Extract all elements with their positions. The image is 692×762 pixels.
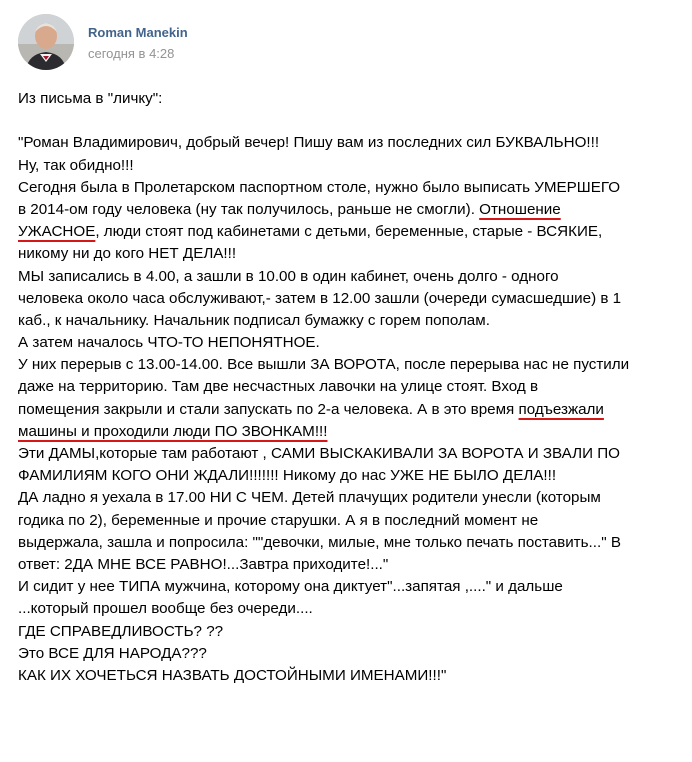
text-segment: "Роман Владимирович, добрый вечер! Пишу вам из последних сил БУКВАЛЬНО!!! [18, 134, 600, 152]
letter-line [18, 487, 682, 509]
text-segment: помещения закрыли и стали запускать по 2-а человека. А в это время [18, 400, 519, 418]
text-segment: ответ: 2ДА МНЕ ВСЕ РАВНО!...Завтра приходите!..." [18, 555, 389, 573]
text-segment: Ну, так обидно!!! [18, 156, 134, 174]
letter-line [18, 643, 682, 665]
letter-line [18, 332, 682, 354]
text-segment: даже на территорию. Там две несчастных лавочки на улице стоят. Вход в [18, 378, 539, 396]
text-segment: Эти ДАМЫ,которые там работают , САМИ ВЫСКАКИВАЛИ ЗА ВОРОТА И ЗВАЛИ ПО [18, 445, 620, 462]
text-segment: Это ВСЕ ДЛЯ НАРОДА??? [18, 644, 207, 662]
letter-line [18, 376, 682, 398]
letter-line [18, 266, 682, 288]
text-segment: выдержала, зашла и попросила: ""девочки, милые, мне только печать поставить..." В [18, 533, 621, 551]
text-segment: ГДЕ СПРАВЕДЛИВОСТЬ? ?? [18, 622, 224, 640]
underlined-text: машины и проходили люди ПО ЗВОНКАМ!!! [18, 422, 328, 440]
post-timestamp-link[interactable]: сегодня в 4:28 [88, 46, 175, 61]
text-segment: МЫ записались в 4.00, а зашли в 10.00 в один кабинет, очень долго - одного [18, 267, 559, 285]
letter-line [18, 510, 682, 532]
letter-line [18, 199, 682, 221]
underlined-text: подъезжали [518, 400, 604, 418]
post-text [18, 88, 682, 687]
avatar[interactable] [18, 14, 74, 70]
text-segment: каб., к начальнику. Начальник подписал бумажку с горем пополам. [18, 311, 490, 329]
letter-line [18, 288, 682, 310]
text-segment: ДА ладно я уехала в 17.00 НИ С ЧЕМ. Детей плачущих родители унесли (которым [18, 489, 601, 507]
text-segment: ФАМИЛИЯМ КОГО ОНИ ЖДАЛИ!!!!!!! Никому до нас УЖЕ НЕ БЫЛО ДЕЛА!!! [18, 467, 557, 485]
text-segment: У них перерыв с 13.00-14.00. Все вышли ЗА ВОРОТА, после перерыва нас не пустили [18, 356, 630, 374]
letter-line [18, 177, 682, 199]
letter-line [18, 665, 682, 687]
text-segment: годика по 2), беременные и прочие старушки. А я в последний момент не [18, 511, 539, 529]
letter-line [18, 310, 682, 332]
letter-line [18, 243, 682, 265]
text-segment: человека около часа обслуживают,- затем в 12.00 зашли (очереди сумасшедшие) в 1 [18, 289, 622, 307]
letter-line [18, 443, 682, 465]
letter-line [18, 221, 682, 243]
letter-line [18, 576, 682, 598]
letter-line [18, 421, 682, 443]
blank-line [18, 110, 682, 132]
post-intro: Из письма в "личку": [18, 90, 163, 107]
letter-quote [18, 132, 682, 687]
text-segment: Сегодня была в Пролетарском паспортном столе, нужно было выписать УМЕРШЕГО [18, 178, 621, 196]
text-segment: , люди стоят под кабинетами с детьми, беременные, старые - ВСЯКИЕ, [95, 223, 603, 241]
letter-line [18, 354, 682, 376]
text-segment: И сидит у нее ТИПА мужчина, которому она диктует"...запятая ,...." и дальше [18, 578, 563, 596]
text-segment: ...который прошел вообще без очереди.... [18, 600, 313, 618]
letter-line [18, 554, 682, 576]
author-name-link[interactable]: Roman Manekin [88, 25, 188, 40]
underlined-text: УЖАСНОЕ [18, 223, 96, 241]
post-header [18, 14, 678, 74]
letter-line [18, 598, 682, 620]
text-segment: в 2014-ом году человека (ну так получилось, раньше не смогли). [18, 200, 480, 218]
text-segment: никому ни до кого НЕТ ДЕЛА!!! [18, 245, 237, 263]
letter-line [18, 399, 682, 421]
avatar-photo [18, 14, 74, 70]
letter-line [18, 532, 682, 554]
text-segment: А затем началось ЧТО-ТО НЕПОНЯТНОЕ. [18, 334, 320, 352]
letter-line [18, 132, 682, 154]
letter-line [18, 155, 682, 177]
letter-line [18, 465, 682, 487]
underlined-text: Отношение [479, 200, 561, 218]
text-segment: КАК ИХ ХОЧЕТЬСЯ НАЗВАТЬ ДОСТОЙНЫМИ ИМЕНАМИ!!!" [18, 666, 447, 684]
letter-line [18, 621, 682, 643]
